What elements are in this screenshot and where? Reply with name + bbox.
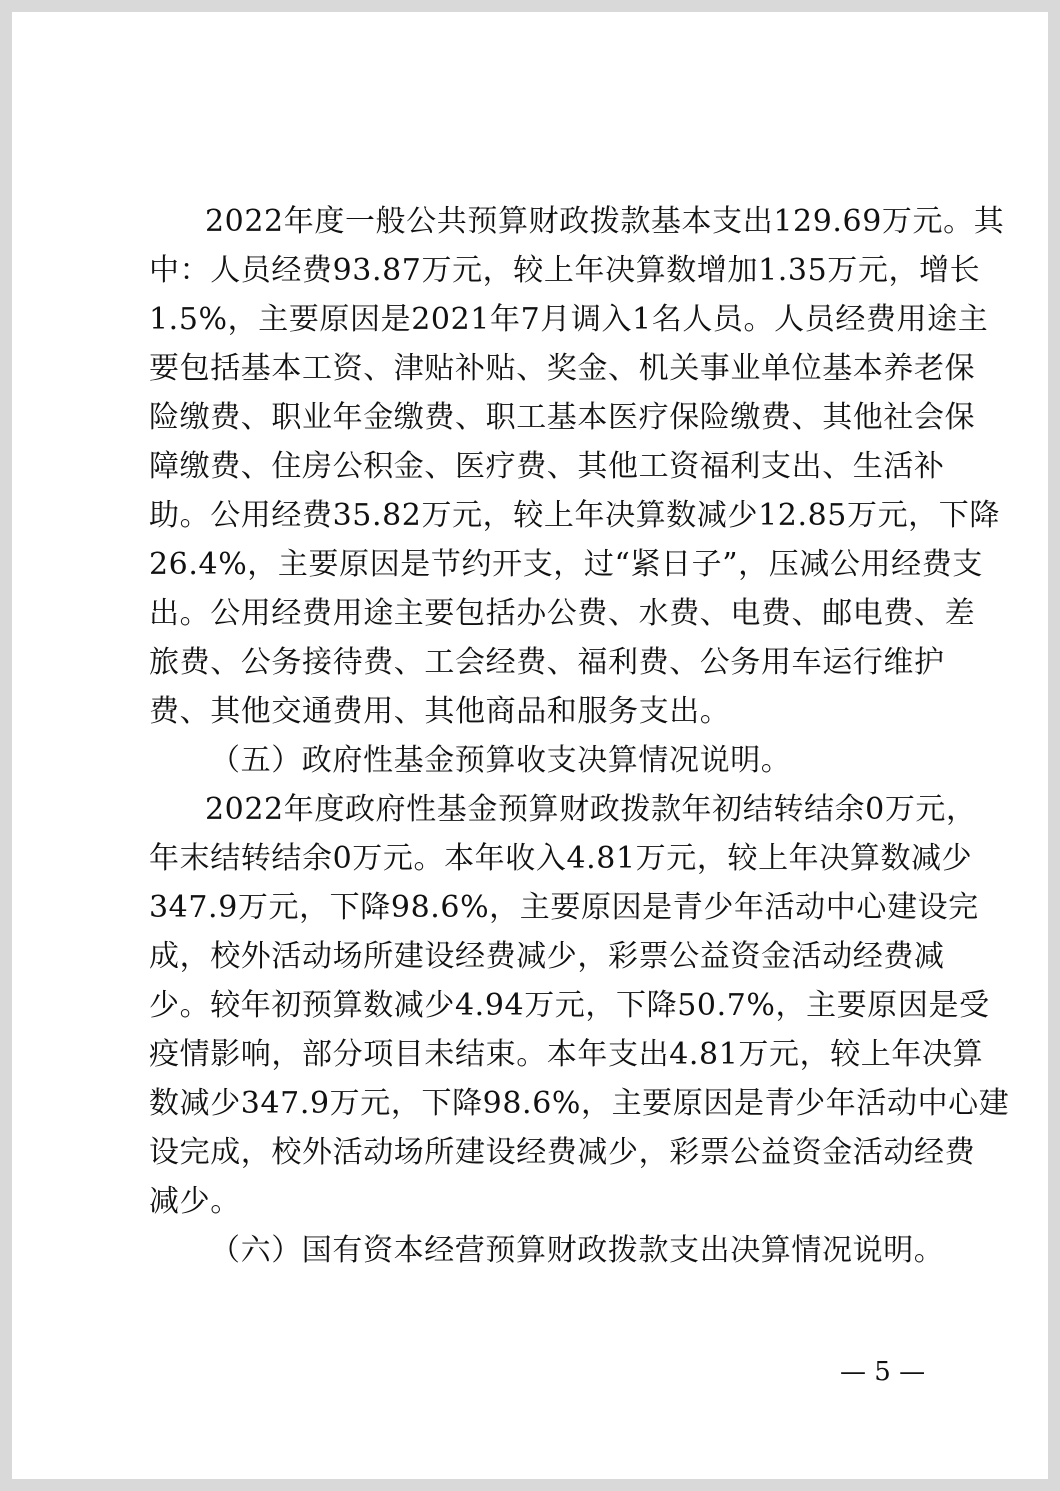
text-line: 数减少347.9万元，下降98.6%，主要原因是青少年活动中心建 [149,1086,1010,1121]
text-line: 成，校外活动场所建设经费减少，彩票公益资金活动经费减 [149,939,945,974]
text-line: 险缴费、职业年金缴费、职工基本医疗保险缴费、其他社会保 [149,400,976,435]
text-line: 中：人员经费93.87万元，较上年决算数增加1.35万元，增长 [149,253,981,288]
text-line: 旅费、公务接待费、工会经费、福利费、公务用车运行维护 [149,645,945,680]
text-line: 助。公用经费35.82万元，较上年决算数减少12.85万元，下降 [149,498,1000,533]
section-heading-5: （五）政府性基金预算收支决算情况说明。 [210,743,792,778]
text-line: 1.5%，主要原因是2021年7月调入1名人员。人员经费用途主 [149,302,989,337]
text-line: 设完成，校外活动场所建设经费减少，彩票公益资金活动经费 [149,1135,976,1170]
text-line: 要包括基本工资、津贴补贴、奖金、机关事业单位基本养老保 [149,351,976,386]
text-line: 疫情影响，部分项目未结束。本年支出4.81万元，较上年决算 [149,1037,984,1072]
section-heading-6: （六）国有资本经营预算财政拨款支出决算情况说明。 [210,1233,945,1268]
text-line: 减少。 [149,1184,241,1219]
text-line: 出。公用经费用途主要包括办公费、水费、电费、邮电费、差 [149,596,976,631]
text-line: 少。较年初预算数减少4.94万元，下降50.7%，主要原因是受 [149,988,990,1023]
text-line: 障缴费、住房公积金、医疗费、其他工资福利支出、生活补 [149,449,945,484]
text-line: 26.4%，主要原因是节约开支，过“紧日子”，压减公用经费支 [149,547,983,582]
page-number: — 5 — [840,1357,926,1387]
text-line: 费、其他交通费用、其他商品和服务支出。 [149,694,731,729]
text-line: 2022年度政府性基金预算财政拨款年初结转结余0万元， [205,792,977,827]
text-line: 2022年度一般公共预算财政拨款基本支出129.69万元。其 [205,204,1005,239]
text-line: 年末结转结余0万元。本年收入4.81万元，较上年决算数减少 [149,841,973,876]
text-line: 347.9万元，下降98.6%，主要原因是青少年活动中心建设完 [149,890,979,925]
